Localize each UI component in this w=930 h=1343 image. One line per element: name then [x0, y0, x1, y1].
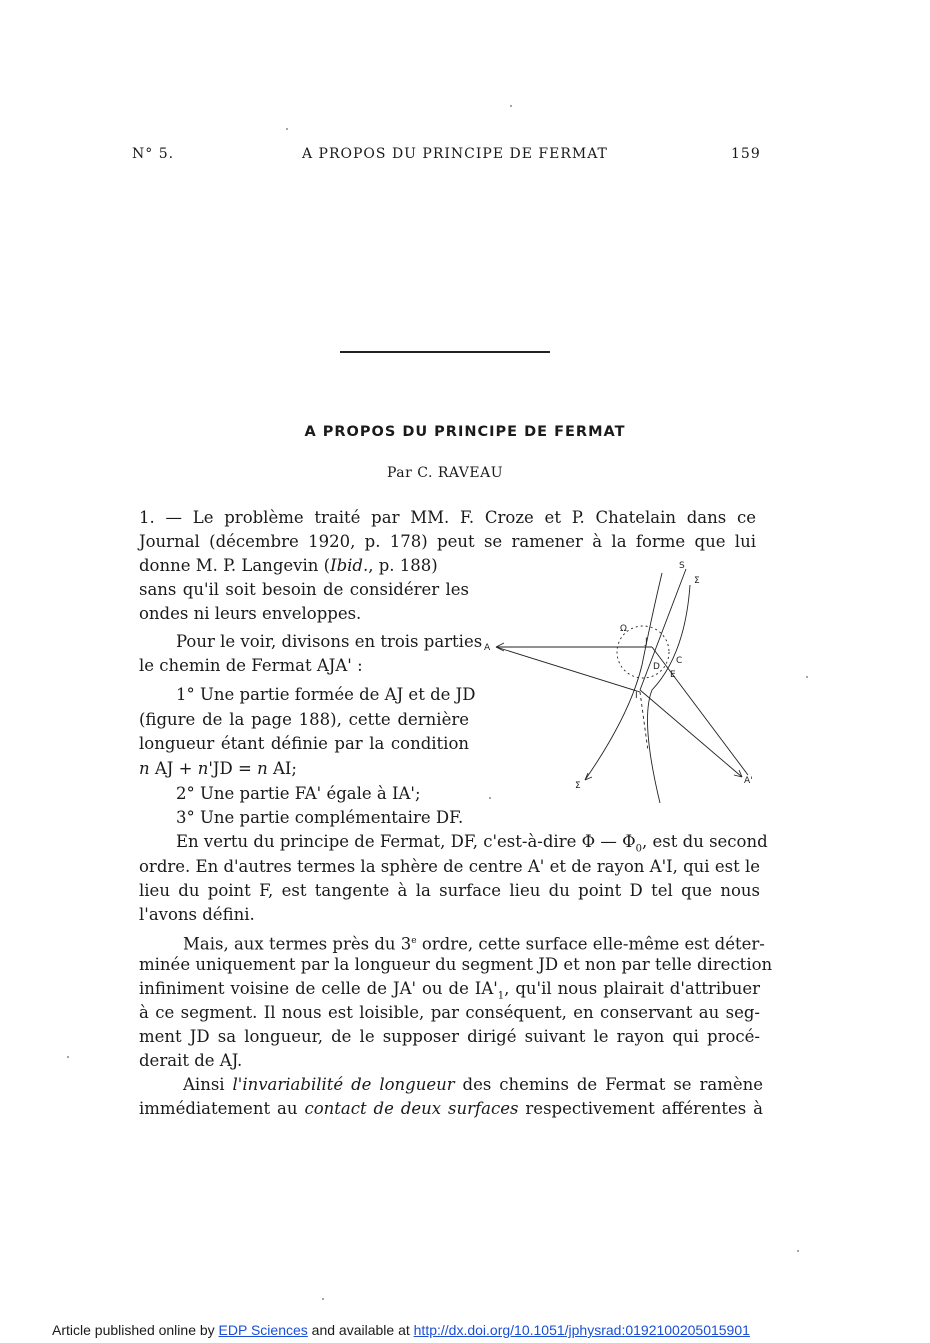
text-run: des chemins de Fermat se ramène [454, 1075, 764, 1094]
label-a: A [484, 643, 491, 653]
scan-speck [322, 1298, 324, 1300]
label-d: D [653, 662, 660, 672]
body-line-15: ordre. En d'autres termes la sphère de centre A' et de rayon A'I, qui est le [139, 857, 760, 876]
scan-speck [286, 128, 288, 130]
label-i: I [635, 691, 638, 701]
body-line-12: 2° Une partie FA' égale à IA'; [176, 784, 421, 803]
article-byline: Par C. RAVEAU [386, 465, 504, 481]
body-line-22: ment JD sa longueur, de le supposer dirigé suivant le rayon qui procé- [139, 1027, 760, 1046]
label-j: J [645, 637, 648, 647]
body-line-7: le chemin de Fermat AJA' : [139, 656, 363, 675]
fermat-figure [480, 555, 760, 815]
body-line-19: minée uniquement par la longueur du segment JD et non par telle direction [139, 955, 773, 974]
scan-speck [510, 105, 512, 107]
italic-emphasis: contact de deux surfaces [304, 1099, 519, 1118]
scan-speck [67, 1056, 69, 1058]
publisher-link[interactable]: EDP Sciences [218, 1322, 308, 1338]
scan-speck [806, 676, 808, 678]
article-title: A PROPOS DU PRINCIPE DE FERMAT [304, 424, 626, 440]
ray-a-i [496, 647, 640, 692]
body-line-11-equation: n AJ + n'JD = n AI; [139, 759, 297, 778]
body-line-1: 1. — Le problème traité par MM. F. Croze et P. Chatelain dans ce [139, 508, 756, 527]
body-line-21: à ce segment. Il nous est loisible, par conséquent, en conservant au seg- [139, 1003, 760, 1022]
label-sigma-bottom: Σ [575, 781, 581, 791]
label-c: C [676, 656, 683, 666]
body-line-6: Pour le voir, divisons en trois parties [176, 632, 483, 651]
body-line-17: l'avons défini. [139, 905, 255, 924]
text-run: respectivement afférentes à [518, 1099, 763, 1118]
body-line-23: derait de AJ. [139, 1051, 243, 1070]
ray-j-a-prime [652, 647, 748, 775]
footer-middle: and available at [307, 1322, 414, 1338]
sigma-surface-left [585, 573, 662, 780]
title-separator-rule [340, 351, 550, 353]
footer-prefix: Article published online by [52, 1322, 219, 1338]
label-a-prime: A' [744, 776, 753, 786]
page-number: 159 [731, 146, 761, 162]
dashed-continuation [640, 692, 648, 751]
body-line-3: donne M. P. Langevin (Ibid., p. 188) [139, 556, 438, 575]
body-line-18: Mais, aux termes près du 3e ordre, cette surface elle-même est déter- [183, 934, 765, 954]
body-line-2: Journal (décembre 1920, p. 178) peut se ramener à la forme que lui [139, 532, 756, 551]
body-line-5: ondes ni leurs enveloppes. [139, 604, 362, 623]
text-run: immédiatement au [139, 1099, 305, 1118]
body-line-24 [183, 1073, 763, 1097]
body-line-4: sans qu'il soit besoin de considérer les [139, 580, 469, 599]
scan-speck [489, 797, 491, 799]
doi-link[interactable]: http://dx.doi.org/10.1051/jphysrad:0192100205015901 [413, 1322, 750, 1338]
italic-emphasis: l'invariabilité de longueur [232, 1075, 455, 1094]
label-sigma-top: Σ [694, 576, 700, 586]
body-line-10: longueur étant définie par la condition [139, 734, 469, 753]
label-s: S [679, 561, 685, 571]
body-line-14: En vertu du principe de Fermat, DF, c'est-à-dire Φ — $\Phi_0$, est du second [176, 832, 768, 855]
body-line-8: 1° Une partie formée de AJ et de JD [176, 685, 476, 704]
body-line-9: (figure de la page 188), cette dernière [139, 710, 469, 729]
text-run: Ainsi [183, 1075, 233, 1094]
scan-speck [797, 1250, 799, 1252]
label-omega: Ω [620, 624, 627, 634]
ray-s-line [640, 569, 686, 690]
body-line-16: lieu du point F, est tangente à la surface lieu du point D tel que nous [139, 881, 760, 900]
label-e: E [670, 670, 676, 680]
body-line-13: 3° Une partie complémentaire DF. [176, 808, 464, 827]
ray-i-a-prime [640, 690, 742, 777]
running-header-issue: N° 5. [132, 146, 175, 162]
running-header-title: A PROPOS DU PRINCIPE DE FERMAT [302, 146, 608, 162]
body-line-25 [139, 1097, 763, 1121]
body-line-20: infiniment voisine de celle de JA' ou de $IA'_1$, qu'il nous plairait d'attribuer [139, 979, 760, 1002]
sigma-surface-right [648, 585, 691, 803]
publication-footer [52, 1322, 750, 1338]
